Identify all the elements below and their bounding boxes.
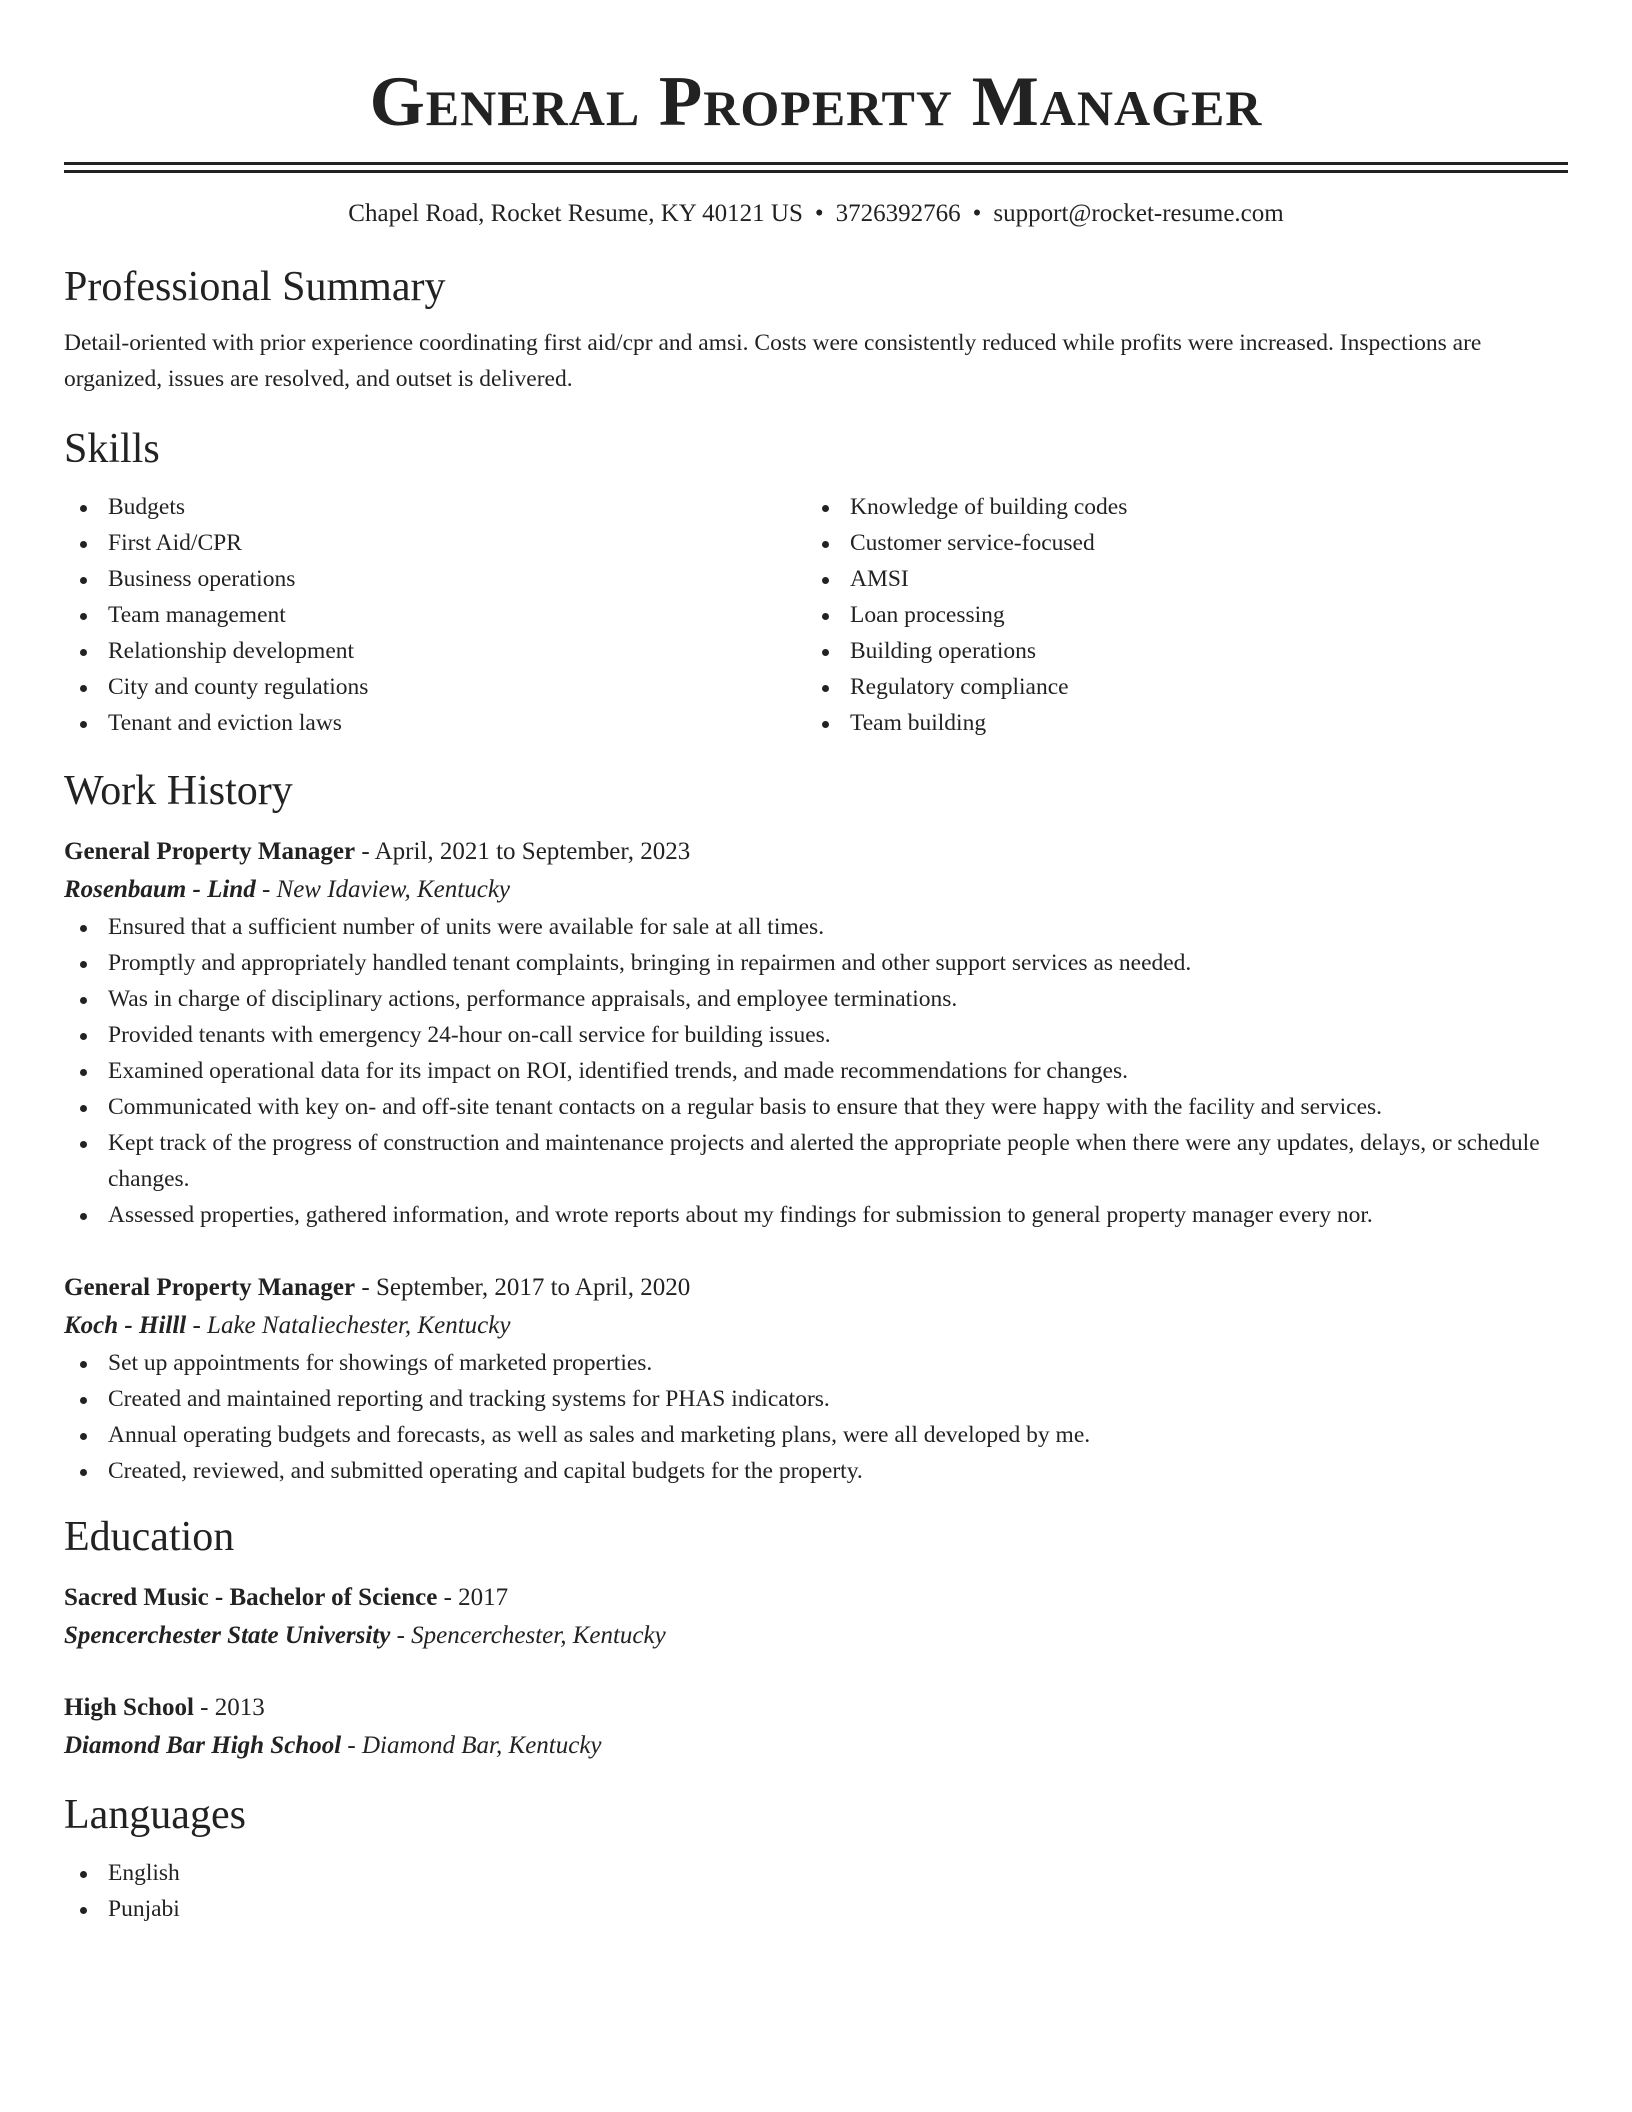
job-bullet: Communicated with key on- and off-site tenant contacts on a regular basis to ensure that they were happy with the facility and services.: [64, 1089, 1568, 1125]
education-degree: High School: [64, 1694, 194, 1721]
education-entry: [64, 1579, 1568, 1655]
job-company: Koch - Hilll: [64, 1312, 187, 1339]
header-divider-bottom: [64, 170, 1568, 173]
job-bullet: Examined operational data for its impact on ROI, identified trends, and made recommendations for changes.: [64, 1053, 1568, 1089]
job-bullet: Set up appointments for showings of marketed properties.: [64, 1345, 1568, 1381]
skill-item: Relationship development: [64, 633, 806, 669]
contact-email: support@rocket-resume.com: [993, 200, 1284, 227]
contact-separator: •: [972, 200, 982, 227]
languages-section: [64, 1789, 1568, 1927]
job-location: - Lake Nataliechester, Kentucky: [186, 1312, 511, 1339]
skills-grid: [64, 489, 1568, 741]
skill-item: First Aid/CPR: [64, 525, 806, 561]
work-history-section: [64, 765, 1568, 1489]
job-company: Rosenbaum - Lind: [64, 876, 256, 903]
education-degree-line: [64, 1579, 1568, 1617]
education-year: - 2017: [437, 1584, 509, 1611]
job-bullet: Promptly and appropriately handled tenant complaints, bringing in repairmen and other support services as needed.: [64, 945, 1568, 981]
skill-item: Tenant and eviction laws: [64, 705, 806, 741]
education-degree: Sacred Music - Bachelor of Science: [64, 1584, 438, 1611]
job-title: General Property Manager: [64, 838, 356, 865]
summary-section: [64, 261, 1568, 397]
job-company-line: [64, 1307, 1568, 1345]
education-school-line: [64, 1617, 1568, 1655]
skill-item: Loan processing: [806, 597, 1548, 633]
job-bullet: Was in charge of disciplinary actions, performance appraisals, and employee terminations.: [64, 981, 1568, 1017]
education-heading: Education: [64, 1514, 235, 1560]
skill-item: Business operations: [64, 561, 806, 597]
education-year: - 2013: [193, 1694, 265, 1721]
education-location: - Diamond Bar, Kentucky: [341, 1732, 602, 1759]
skills-heading: Skills: [64, 426, 160, 472]
job-title-line: [64, 833, 1568, 871]
education-school: Diamond Bar High School: [64, 1732, 342, 1759]
skill-item: Regulatory compliance: [806, 669, 1548, 705]
languages-list: [64, 1855, 1568, 1927]
skills-column-right: [806, 489, 1548, 741]
language-item: English: [64, 1855, 1568, 1891]
skill-item: Customer service-focused: [806, 525, 1548, 561]
education-degree-line: [64, 1689, 1568, 1727]
job-bullet: Kept track of the progress of construction and maintenance projects and alerted the appropriate people when there were any updates, delays, or schedule changes.: [64, 1125, 1568, 1197]
job-title: General Property Manager: [64, 1274, 356, 1301]
header-divider-top: [64, 162, 1568, 165]
job-bullet: Ensured that a sufficient number of units were available for sale at all times.: [64, 909, 1568, 945]
skill-item: Knowledge of building codes: [806, 489, 1548, 525]
skills-section: [64, 423, 1568, 741]
resume-name: General Property Manager: [369, 63, 1263, 141]
job-entry: [64, 833, 1568, 1233]
skill-item: Budgets: [64, 489, 806, 525]
education-location: - Spencerchester, Kentucky: [390, 1622, 666, 1649]
contact-separator: •: [814, 200, 824, 227]
skill-item: City and county regulations: [64, 669, 806, 705]
education-school: Spencerchester State University: [64, 1622, 391, 1649]
job-bullet: Created and maintained reporting and tracking systems for PHAS indicators.: [64, 1381, 1568, 1417]
skills-column-left: [64, 489, 806, 741]
contact-line: [64, 197, 1568, 231]
skill-item: AMSI: [806, 561, 1548, 597]
job-bullet: Provided tenants with emergency 24-hour on-call service for building issues.: [64, 1017, 1568, 1053]
job-bullet: Created, reviewed, and submitted operating and capital budgets for the property.: [64, 1453, 1568, 1489]
education-section: [64, 1511, 1568, 1765]
education-entry: [64, 1689, 1568, 1765]
job-dates: - September, 2017 to April, 2020: [355, 1274, 691, 1301]
education-school-line: [64, 1727, 1568, 1765]
skill-item: Team building: [806, 705, 1548, 741]
work-history-heading: Work History: [64, 768, 293, 814]
job-location: - New Idaview, Kentucky: [255, 876, 511, 903]
job-bullets: [64, 1345, 1568, 1489]
contact-address: Chapel Road, Rocket Resume, KY 40121 US: [348, 200, 803, 227]
skill-item: Building operations: [806, 633, 1548, 669]
languages-heading: Languages: [64, 1792, 246, 1838]
skill-item: Team management: [64, 597, 806, 633]
job-company-line: [64, 871, 1568, 909]
job-bullets: [64, 909, 1568, 1233]
job-bullet: Annual operating budgets and forecasts, as well as sales and marketing plans, were all developed by me.: [64, 1417, 1568, 1453]
job-title-line: [64, 1269, 1568, 1307]
job-entry: [64, 1269, 1568, 1489]
summary-heading: Professional Summary: [64, 264, 446, 310]
contact-phone: 3726392766: [835, 200, 961, 227]
job-dates: - April, 2021 to September, 2023: [355, 838, 691, 865]
job-bullet: Assessed properties, gathered information, and wrote reports about my findings for submission to general property manager every nor.: [64, 1197, 1568, 1233]
summary-text: Detail-oriented with prior experience coordinating first aid/cpr and amsi. Costs were consistently reduced while profits were increased. Inspections are organized, issues are resolved, and outset is delivered.: [64, 330, 1482, 392]
language-item: Punjabi: [64, 1891, 1568, 1927]
